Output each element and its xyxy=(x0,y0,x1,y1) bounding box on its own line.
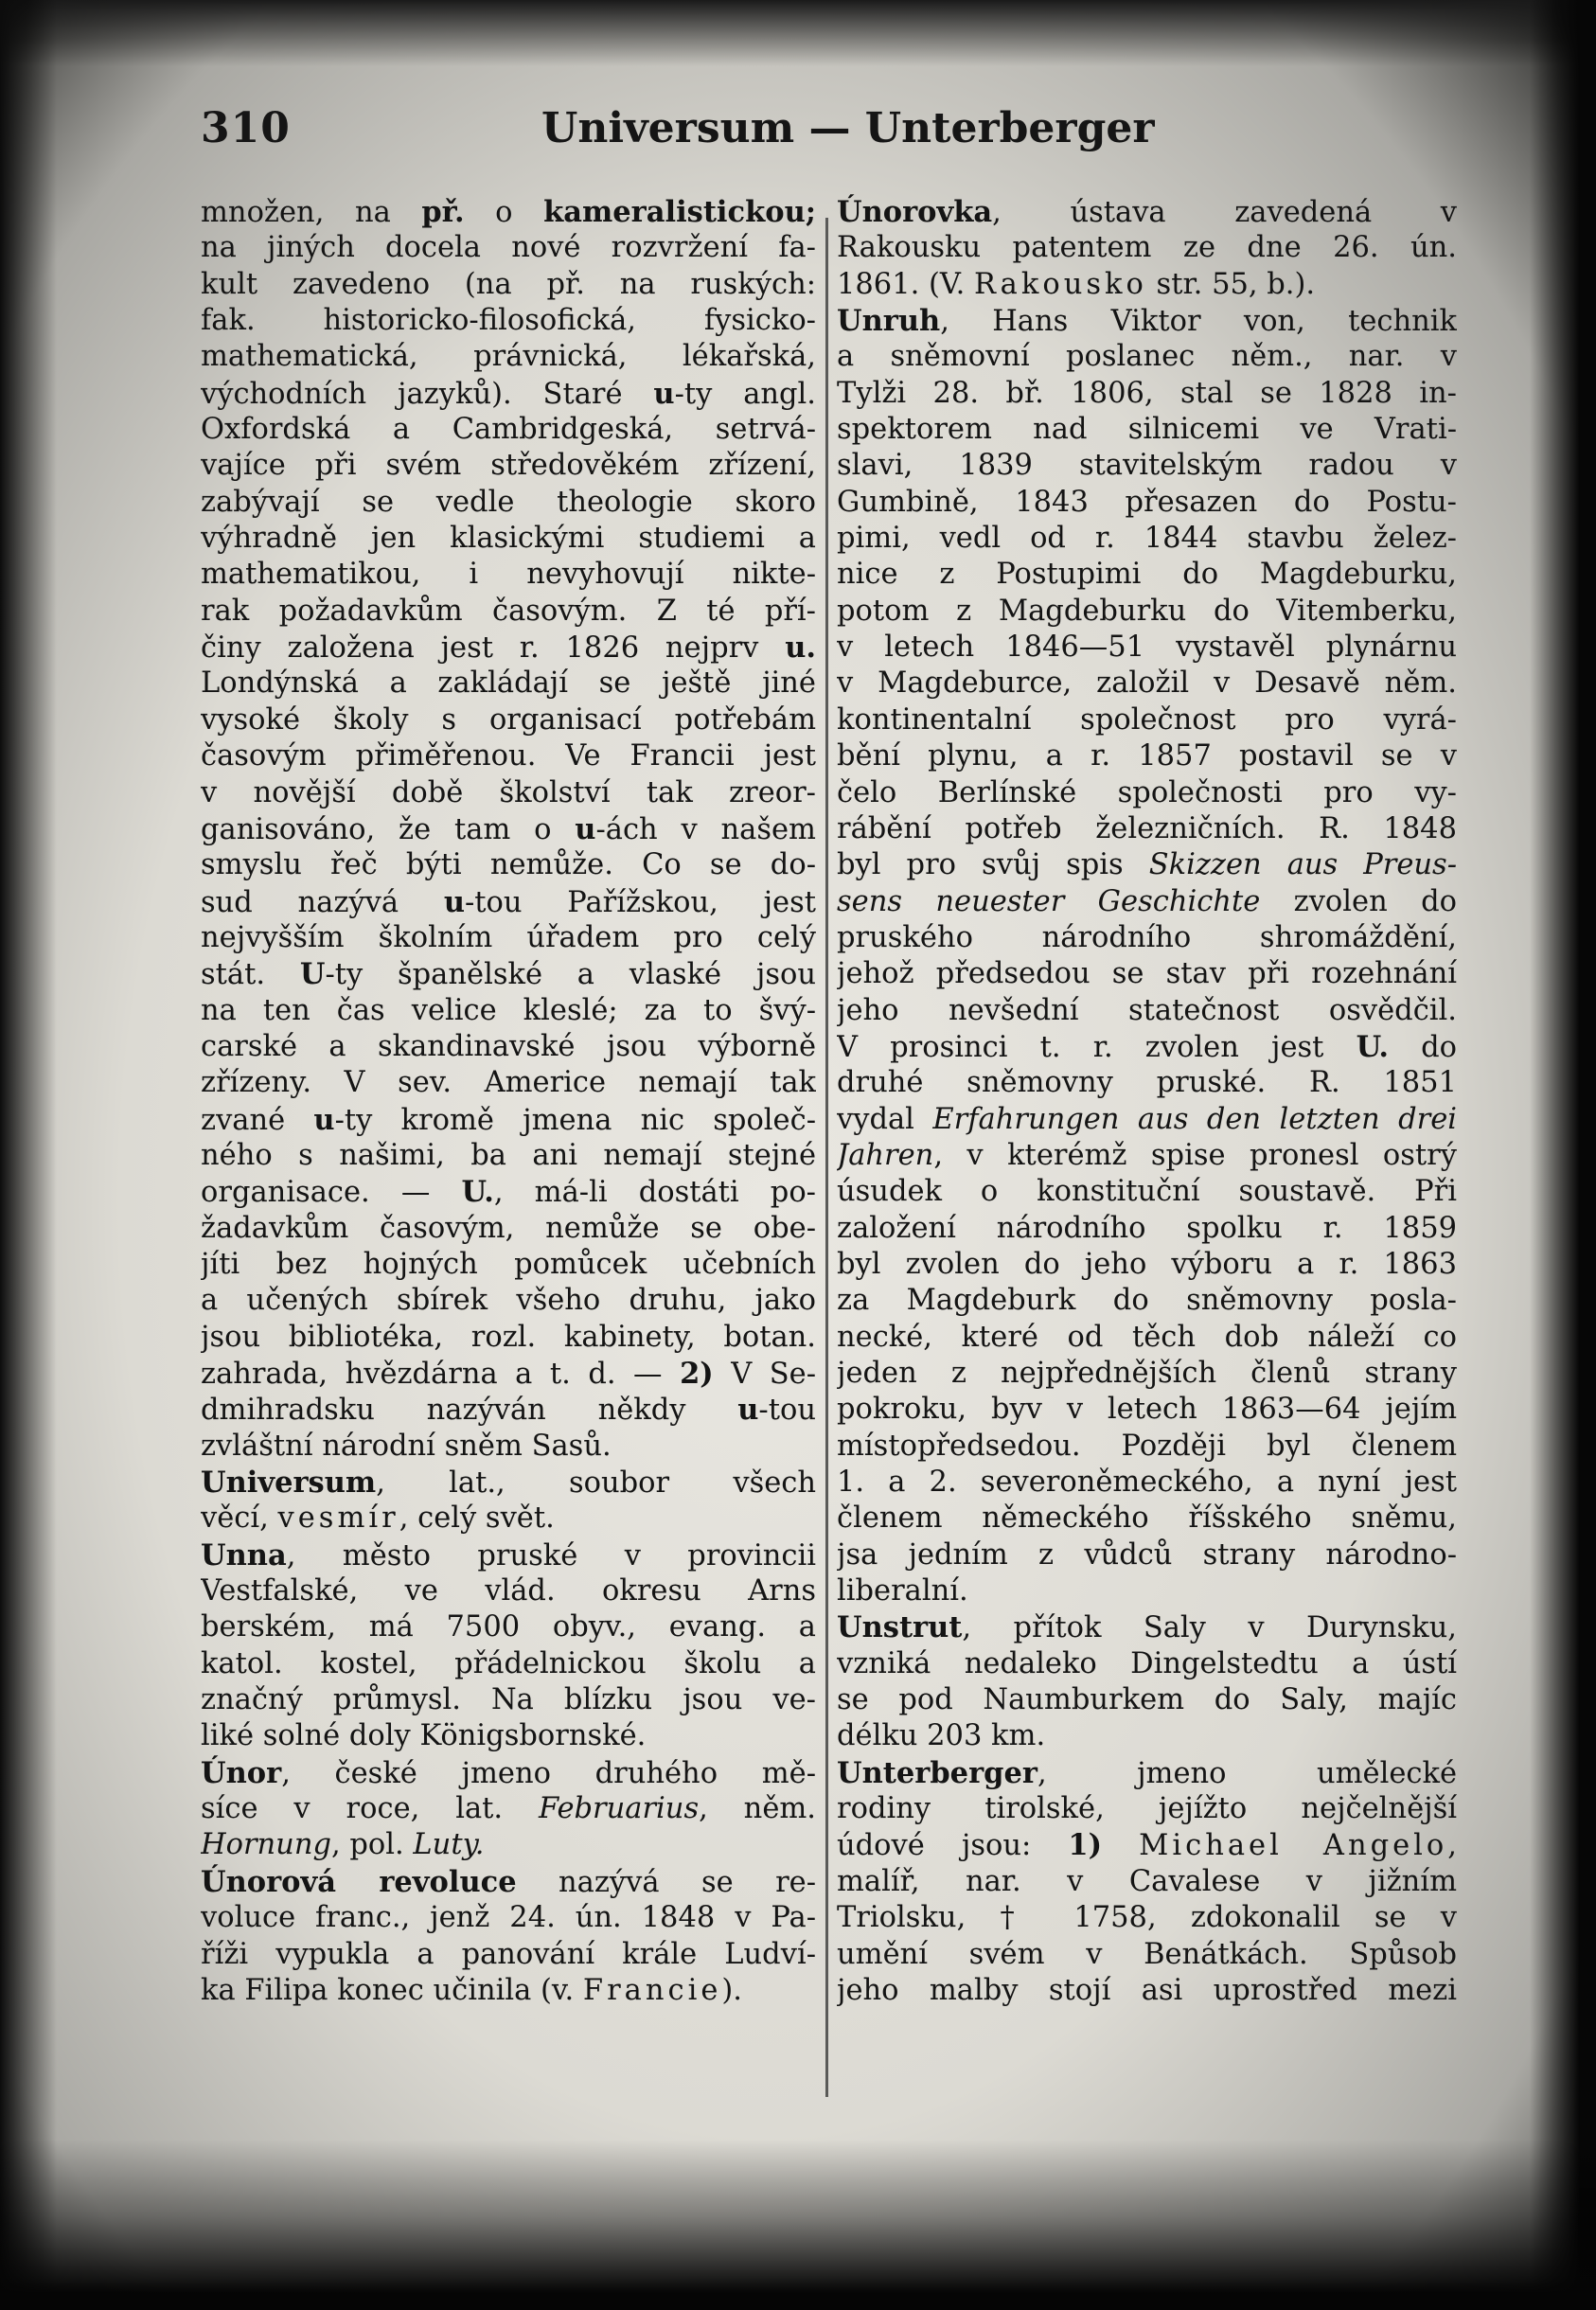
text-line xyxy=(837,1755,1457,1791)
text-line xyxy=(201,630,816,666)
spaced-run: Francie xyxy=(582,1973,722,2007)
text-run: -ty kromě jmena nic společ- xyxy=(334,1103,816,1137)
italic-run: Februarius xyxy=(538,1792,700,1826)
text-run: potom z Magdeburku do Vitemberku, xyxy=(837,594,1457,628)
text-line xyxy=(201,884,816,920)
text-line xyxy=(201,267,816,303)
text-run: druhé sněmovny pruské. R. 1851 xyxy=(837,1066,1457,1100)
text-line xyxy=(837,1283,1457,1319)
bold-run: U. xyxy=(461,1175,494,1210)
text-line xyxy=(837,1537,1457,1573)
page-shadow-left xyxy=(0,0,57,2310)
bold-run: 2) xyxy=(680,1357,714,1391)
text-run: ganisováno, že tam o xyxy=(201,812,576,846)
text-line xyxy=(201,194,816,230)
text-line xyxy=(837,1900,1457,1936)
text-run: -ty španělské a vlaské jsou xyxy=(325,958,816,992)
text-line xyxy=(837,412,1457,448)
page-number: 310 xyxy=(201,104,291,152)
text-line xyxy=(837,1791,1457,1827)
text-line xyxy=(837,1174,1457,1210)
text-line xyxy=(201,666,816,702)
text-run: v Magdeburce, založil v Desavě něm. xyxy=(837,666,1457,701)
text-run: , v kterémž spise pronesl ostrý xyxy=(933,1138,1457,1172)
bold-run: Únorovka xyxy=(837,195,993,229)
text-line xyxy=(837,1682,1457,1718)
text-run: věcí, xyxy=(201,1502,278,1536)
bold-run: Universum xyxy=(201,1466,377,1501)
text-run: ka Filipa konec učinila (v. xyxy=(201,1973,583,2007)
text-run: místopředsedou. Později byl členem xyxy=(837,1429,1457,1463)
text-run: necké, které od těch dob náleží co xyxy=(837,1320,1457,1354)
text-run: Oxfordská a Cambridgeská, setrvá- xyxy=(201,413,816,447)
text-line xyxy=(201,1029,816,1065)
text-run: úsudek o konstituční soustavě. Při xyxy=(837,1175,1457,1209)
text-run: , jmeno umělecké xyxy=(1037,1756,1457,1790)
text-run: založení národního spolku r. 1859 xyxy=(837,1211,1457,1245)
text-line xyxy=(201,1864,816,1900)
text-run: jíti bez hojných pomůcek učebních xyxy=(201,1247,816,1281)
italic-run: Skizzen aus Preus- xyxy=(1148,848,1457,882)
left-text-column xyxy=(201,194,816,2088)
bold-run: 1) xyxy=(1068,1828,1103,1863)
text-line xyxy=(201,521,816,557)
text-run: -ách v našem xyxy=(595,812,816,846)
text-line xyxy=(201,1718,816,1754)
text-run: , něm. xyxy=(699,1792,816,1826)
text-run: za Magdeburk do sněmovny posla- xyxy=(837,1284,1457,1318)
text-run: na ten čas velice kleslé; za to švý- xyxy=(201,993,816,1027)
text-line xyxy=(201,1174,816,1210)
page-shadow-bottom xyxy=(0,2140,1596,2310)
text-line xyxy=(837,1573,1457,1609)
text-run: o xyxy=(464,196,544,229)
text-run: činy založena jest r. 1826 nejprv xyxy=(201,631,786,666)
text-line xyxy=(837,666,1457,702)
text-line xyxy=(201,702,816,738)
text-run: kult zavedeno (na př. na ruských: xyxy=(201,267,816,301)
text-run: vzniká nedaleko Dingelstedtu a ústí xyxy=(837,1646,1457,1680)
text-run: V prosinci t. r. zvolen jest xyxy=(837,1030,1357,1064)
page-shadow-right xyxy=(1530,0,1596,2310)
text-line xyxy=(837,1465,1457,1501)
text-line xyxy=(201,485,816,521)
text-run: umění svém v Benátkách. Spůsob xyxy=(837,1937,1457,1971)
text-run: 1. a 2. severoněmeckého, a nyní jest xyxy=(837,1466,1457,1500)
text-run: -tou Pařížskou, jest xyxy=(465,885,816,919)
bold-run: Únorová revoluce xyxy=(201,1864,517,1899)
text-line xyxy=(837,1609,1457,1645)
text-run: do xyxy=(1388,1030,1457,1064)
text-run: se pod Naumburkem do Saly, majíc xyxy=(837,1683,1457,1717)
text-line xyxy=(201,1429,816,1465)
text-line xyxy=(837,557,1457,593)
text-run: 1861. (V. xyxy=(837,267,974,301)
bold-run: kameralistickou; xyxy=(543,195,816,229)
bold-run: u xyxy=(737,1393,759,1428)
text-line xyxy=(201,339,816,375)
text-line xyxy=(837,448,1457,484)
text-line xyxy=(837,194,1457,230)
text-run: zvolen do xyxy=(1260,884,1457,918)
bold-run: u xyxy=(575,811,596,846)
text-run: jeden z nejpřednějších členů strany xyxy=(837,1357,1457,1390)
text-run: říži vypukla a panování krále Ludví- xyxy=(201,1937,816,1971)
text-run: -tou xyxy=(758,1394,816,1428)
text-run: zvláštní národní sněm Sasů. xyxy=(201,1429,612,1463)
running-head: Universum — Unterberger xyxy=(541,104,1155,152)
text-line xyxy=(201,448,816,484)
text-line xyxy=(201,1356,816,1392)
text-line xyxy=(837,630,1457,666)
text-run: , pol. xyxy=(331,1828,414,1862)
text-line xyxy=(837,1429,1457,1465)
text-run: jsou bibliotéka, rozl. kabinety, botan. xyxy=(201,1320,816,1354)
text-run: rábění potřeb železničních. R. 1848 xyxy=(837,811,1457,845)
text-run: liberalní. xyxy=(837,1574,968,1608)
italic-run: Hornung xyxy=(201,1828,331,1862)
column-divider xyxy=(825,218,828,2097)
text-run: , Hans Viktor von, technik xyxy=(940,305,1457,339)
text-run: , přítok Saly v Durynsku, xyxy=(962,1611,1457,1645)
text-run: vysoké školy s organisací potřebám xyxy=(201,702,816,737)
text-run: časovým přiměřenou. Ve Francii jest xyxy=(201,739,816,773)
text-line xyxy=(837,738,1457,774)
text-line xyxy=(201,1320,816,1356)
text-line xyxy=(201,1609,816,1645)
text-line xyxy=(201,1102,816,1138)
text-line xyxy=(837,1864,1457,1900)
text-run: vydal xyxy=(837,1102,933,1136)
text-run: carské a skandinavské jsou výborně xyxy=(201,1029,816,1063)
text-line xyxy=(201,1973,816,2009)
text-run: na jiných docela nové rozvržení fa- xyxy=(201,231,816,265)
text-line xyxy=(201,1755,816,1791)
text-run: voluce franc., jenž 24. ún. 1848 v Pa- xyxy=(201,1901,816,1935)
text-line xyxy=(201,1501,816,1537)
text-run: Triolsku, † 1758, zdokonalil se v xyxy=(837,1901,1457,1935)
bold-run: u. xyxy=(785,631,816,666)
text-line xyxy=(201,1392,816,1428)
text-run: a sněmovní poslanec něm., nar. v xyxy=(837,340,1457,374)
text-line xyxy=(837,1247,1457,1283)
text-run: Londýnská a zakládají se ještě jiné xyxy=(201,666,816,701)
text-line xyxy=(837,702,1457,738)
text-run: , má-li dostáti po- xyxy=(493,1176,816,1210)
text-line xyxy=(837,485,1457,521)
text-run: údové jsou: xyxy=(837,1829,1069,1863)
bold-run: př. xyxy=(421,195,465,229)
bold-run: Unstrut xyxy=(837,1610,963,1645)
text-run: členem německého říšského sněmu, xyxy=(837,1502,1457,1536)
text-run: liké solné doly Königsbornské. xyxy=(201,1719,647,1753)
text-line xyxy=(201,956,816,992)
text-run: mathematikou, i nevyhovují nikte- xyxy=(201,558,816,592)
text-line xyxy=(837,920,1457,956)
text-run: v novější době školství tak zreor- xyxy=(201,775,816,809)
text-run: sud nazývá xyxy=(201,885,444,919)
text-run: , město pruské v provincii xyxy=(286,1538,816,1573)
text-run: ). xyxy=(721,1973,742,2007)
text-line xyxy=(201,738,816,774)
bold-run: u xyxy=(313,1102,335,1137)
italic-run: Erfahrungen aus den letzten drei xyxy=(932,1102,1457,1136)
text-line xyxy=(837,775,1457,811)
text-line xyxy=(837,521,1457,557)
spaced-run: vesmír xyxy=(277,1502,399,1536)
text-run: , lat., soubor všech xyxy=(376,1466,816,1501)
text-run: organisace. — xyxy=(201,1176,462,1210)
text-run: fak. historicko-filosofická, fysicko- xyxy=(201,304,816,338)
text-run: byl pro svůj spis xyxy=(837,848,1149,882)
text-run: Rakousku patentem ze dne 26. ún. xyxy=(837,231,1457,265)
text-run: vajíce při svém středověkém zřízení, xyxy=(201,449,816,483)
text-line xyxy=(837,1029,1457,1065)
text-run: Tylži 28. bř. 1806, stal se 1828 in- xyxy=(837,376,1457,410)
text-run: jsa jedním z vůdců strany národno- xyxy=(837,1537,1457,1572)
text-line xyxy=(201,1791,816,1827)
text-run: mathematická, právnická, lékařská, xyxy=(201,340,816,374)
text-line xyxy=(837,1320,1457,1356)
text-run: síce v roce, lat. xyxy=(201,1792,539,1826)
text-line xyxy=(201,1937,816,1973)
italic-run: sens neuester Geschichte xyxy=(837,884,1261,918)
bold-run: Únor xyxy=(201,1755,282,1790)
text-line xyxy=(201,1646,816,1682)
bold-run: Unna xyxy=(201,1537,287,1573)
text-run: smyslu řeč býti nemůže. Co se do- xyxy=(201,848,816,882)
text-line xyxy=(201,775,816,811)
spaced-run: Michael Angelo xyxy=(1139,1829,1448,1863)
text-run: čelo Berlínské společnosti pro vy- xyxy=(837,775,1457,809)
text-line xyxy=(837,1646,1457,1682)
text-run: a učených sbírek všeho druhu, jako xyxy=(201,1284,816,1318)
text-line xyxy=(837,1356,1457,1392)
spaced-run: Rakousko xyxy=(974,267,1147,301)
text-run: slavi, 1839 stavitelským radou v xyxy=(837,449,1457,483)
text-run: malíř, nar. v Cavalese v jižním xyxy=(837,1864,1457,1898)
text-line xyxy=(837,811,1457,847)
text-line xyxy=(837,594,1457,630)
italic-run: Luty. xyxy=(413,1828,485,1862)
text-line xyxy=(837,956,1457,992)
text-run: , celý svět. xyxy=(399,1502,555,1536)
bold-run: Unterberger xyxy=(837,1755,1037,1790)
text-line xyxy=(837,376,1457,412)
text-line xyxy=(201,1465,816,1501)
text-line xyxy=(837,339,1457,375)
text-line xyxy=(837,267,1457,303)
text-run: str. 55, b.). xyxy=(1146,267,1316,301)
text-line xyxy=(201,920,816,956)
text-run: stát. xyxy=(201,958,300,992)
text-run: byl zvolen do jeho výboru a r. 1863 xyxy=(837,1247,1457,1281)
text-run: nejvyšším školním úřadem pro celý xyxy=(201,920,816,954)
text-line xyxy=(837,1501,1457,1537)
bold-run: U. xyxy=(1356,1029,1389,1064)
text-line xyxy=(201,1682,816,1718)
text-line xyxy=(201,1573,816,1609)
text-line xyxy=(201,1900,816,1936)
text-line xyxy=(837,1392,1457,1428)
text-line xyxy=(201,412,816,448)
text-line xyxy=(201,376,816,412)
text-line xyxy=(837,1718,1457,1754)
text-run: berském, má 7500 obyv., evang. a xyxy=(201,1610,816,1644)
text-line xyxy=(201,1283,816,1319)
text-line xyxy=(837,884,1457,920)
text-run: rodiny tirolské, jejížto nejčelnější xyxy=(837,1792,1457,1826)
text-line xyxy=(201,1827,816,1863)
text-line xyxy=(201,993,816,1029)
text-line xyxy=(837,303,1457,339)
text-line xyxy=(837,993,1457,1029)
text-run: , xyxy=(1447,1829,1457,1863)
text-line xyxy=(201,1065,816,1101)
text-run: zabývají se vedle theologie skoro xyxy=(201,485,816,519)
bold-run: u xyxy=(653,376,675,411)
text-run: žadavkům časovým, nemůže se obe- xyxy=(201,1211,816,1245)
bold-run: u xyxy=(443,884,465,919)
text-line xyxy=(837,1937,1457,1973)
text-run: zvané xyxy=(201,1103,314,1137)
text-run: dmihradsku nazýván někdy xyxy=(201,1394,738,1428)
text-line xyxy=(201,811,816,847)
text-line xyxy=(201,1537,816,1573)
text-run: jehož předsedou se stav při rozehnání xyxy=(837,957,1457,991)
text-line xyxy=(837,1065,1457,1101)
text-line xyxy=(201,230,816,266)
text-run: V Se- xyxy=(713,1358,816,1391)
right-text-column xyxy=(837,194,1457,2088)
text-run: rak požadavkům časovým. Z té pří- xyxy=(201,594,816,628)
text-run: katol. kostel, přádelnickou školu a xyxy=(201,1646,816,1680)
text-run: zřízeny. V sev. Americe nemají tak xyxy=(201,1066,816,1100)
text-run: pimi, vedl od r. 1844 stavbu želez- xyxy=(837,522,1457,556)
text-line xyxy=(201,594,816,630)
text-run: nazývá se re- xyxy=(516,1865,816,1899)
text-line xyxy=(837,1827,1457,1863)
text-line xyxy=(201,303,816,339)
text-run: jeho nevšední statečnost osvědčil. xyxy=(837,993,1457,1027)
text-run: bění plynu, a r. 1857 postavil se v xyxy=(837,739,1457,773)
text-run: kontinentalní společnost pro vyrá- xyxy=(837,702,1457,737)
text-line xyxy=(201,557,816,593)
text-line xyxy=(837,230,1457,266)
text-run: , české jmeno druhého mě- xyxy=(281,1756,816,1790)
text-run: spektorem nad silnicemi ve Vrati- xyxy=(837,413,1457,447)
page-shadow-top xyxy=(0,0,1596,66)
text-line xyxy=(837,1973,1457,2009)
page-header xyxy=(201,104,1155,161)
text-line xyxy=(201,847,816,883)
text-run: množen, na xyxy=(201,196,422,229)
text-line xyxy=(201,1138,816,1174)
text-line xyxy=(201,1211,816,1247)
text-run: jeho malby stojí asi uprostřed mezi xyxy=(837,1973,1457,2007)
italic-run: Jahren xyxy=(837,1138,934,1172)
text-run: v letech 1846—51 vystavěl plynárnu xyxy=(837,631,1457,665)
text-run: ného s našimi, ba ani nemají stejné xyxy=(201,1138,816,1172)
text-run xyxy=(1102,1829,1139,1862)
text-run: Gumbině, 1843 přesazen do Postu- xyxy=(837,485,1457,519)
text-run: pruského národního shromáždění, xyxy=(837,920,1457,954)
text-line xyxy=(201,1247,816,1283)
text-run: délku 203 km. xyxy=(837,1719,1046,1753)
text-line xyxy=(837,1211,1457,1247)
text-run: výhradně jen klasickými studiemi a xyxy=(201,522,816,556)
text-run: , ústava zavedená v xyxy=(992,196,1457,229)
bold-run: Unruh xyxy=(837,304,941,339)
text-line xyxy=(837,847,1457,883)
bold-run: U xyxy=(299,957,326,992)
text-run: východních jazyků). Staré xyxy=(201,377,654,411)
text-run: zahrada, hvězdárna a t. d. — xyxy=(201,1358,681,1391)
text-run: Vestfalské, ve vlád. okresu Arns xyxy=(201,1574,816,1608)
text-run: pokroku, byv v letech 1863—64 jejím xyxy=(837,1393,1457,1427)
text-run: nice z Postupimi do Magdeburku, xyxy=(837,558,1457,592)
text-run: -ty angl. xyxy=(674,377,816,411)
text-line xyxy=(837,1102,1457,1138)
text-run: značný průmysl. Na blízku jsou ve- xyxy=(201,1683,816,1717)
text-line xyxy=(837,1138,1457,1174)
